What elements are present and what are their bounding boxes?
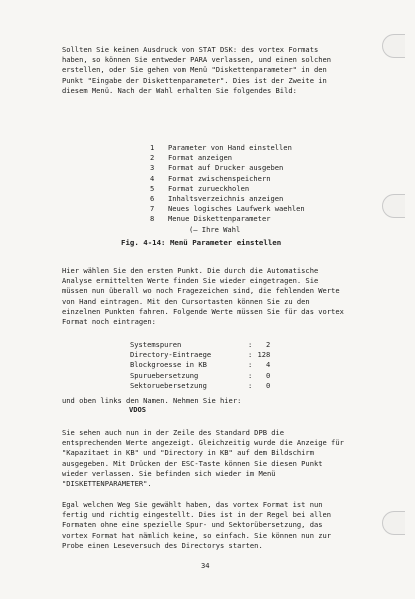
text-line: und oben links den Namen. Nehmen Sie hier: bbox=[62, 396, 242, 405]
text-line: wieder verlassen. Sie befinden sich wieder im Menü bbox=[62, 468, 276, 478]
text-line: Formaten ohne eine spezielle Spur- und Sektorübersetzung, das bbox=[62, 520, 323, 530]
value-label: Systemspuren bbox=[130, 340, 182, 349]
text-line: einzelnen Punkten fahren. Folgende Werte müssen Sie für das vortex bbox=[62, 306, 344, 316]
value-number: 4 bbox=[266, 360, 271, 370]
menu-item-number: 2 bbox=[150, 153, 155, 163]
menu-item-label: Neues logisches Laufwerk waehlen bbox=[168, 204, 305, 214]
result-paragraph bbox=[62, 428, 362, 489]
menu-item-label: Inhaltsverzeichnis anzeigen bbox=[168, 194, 284, 204]
text-line: haben, so können Sie entweder PARA verlassen, und einen solchen bbox=[62, 55, 332, 65]
menu-item bbox=[150, 163, 305, 173]
text-line: "DISKETTENPARAMETER". bbox=[62, 479, 152, 489]
menu-item-number: 1 bbox=[150, 143, 155, 152]
menu-item bbox=[150, 174, 305, 184]
parameter-menu bbox=[150, 143, 305, 225]
menu-item-label: Format auf Drucker ausgeben bbox=[168, 163, 284, 173]
figure-caption: Fig. 4-14: Menü Parameter einstellen bbox=[121, 238, 282, 247]
text-line: Egal welchen Weg Sie gewählt haben, das vortex Format ist nun bbox=[62, 500, 323, 509]
value-number: 128 bbox=[257, 350, 271, 360]
value-row bbox=[130, 381, 270, 391]
text-line: Probe einen Leseversuch des Directorys starten. bbox=[62, 540, 263, 550]
punch-hole bbox=[382, 511, 405, 535]
choice-prompt: (— Ihre Wahl bbox=[189, 225, 241, 234]
text-line: fertig und richtig eingestellt. Dies ist in der Regel bei allen bbox=[62, 510, 332, 520]
menu-item-label: Menue Diskettenparameter bbox=[168, 214, 271, 224]
value-number: 0 bbox=[266, 370, 271, 380]
value-row bbox=[130, 350, 270, 360]
value-label: Spuruebersetzung bbox=[130, 370, 199, 380]
menu-item-label: Format anzeigen bbox=[168, 153, 233, 163]
value-row bbox=[130, 360, 270, 370]
text-line: ausgegeben. Mit Drücken der ESC-Taste können Sie diesen Punkt bbox=[62, 458, 323, 468]
page-number: 34 bbox=[201, 561, 210, 570]
text-line: erstellen, oder Sie gehen vom Menü "Diskettenparameter" in den bbox=[62, 65, 327, 75]
value-row bbox=[130, 371, 270, 381]
menu-item-label: Format zurueckholen bbox=[168, 183, 250, 193]
values-table bbox=[130, 340, 270, 391]
value-label: Directory-Eintraege bbox=[130, 350, 212, 360]
name-value: VDOS bbox=[129, 405, 147, 414]
menu-item-number: 8 bbox=[150, 214, 155, 224]
text-line: Sollten Sie keinen Ausdruck von STAT DSK: des vortex Formats bbox=[62, 45, 319, 54]
value-number: 0 bbox=[266, 380, 271, 390]
text-line: diesem Menü. Nach der Wahl erhalten Sie folgendes Bild: bbox=[62, 85, 297, 95]
value-number: 2 bbox=[266, 340, 271, 349]
text-line: "Kapazitaet in KB" und "Directory in KB" auf dem Bildschirm bbox=[62, 448, 314, 458]
menu-item bbox=[150, 143, 305, 153]
text-line: Format noch eintragen: bbox=[62, 317, 156, 327]
text-line: Analyse ermittelten Werte finden Sie wieder eingetragen. Sie bbox=[62, 276, 319, 286]
value-label: Blockgroesse in KB bbox=[130, 360, 207, 370]
value-separator: : bbox=[248, 340, 253, 349]
text-line: entsprechenden Werte angezeigt. Gleichzeitig wurde die Anzeige für bbox=[62, 438, 344, 448]
instructions-paragraph bbox=[62, 266, 362, 327]
value-separator: : bbox=[248, 380, 253, 390]
menu-item-label: Format zwischenspeichern bbox=[168, 173, 271, 183]
menu-item-number: 4 bbox=[150, 173, 155, 183]
value-separator: : bbox=[248, 370, 253, 380]
menu-item bbox=[150, 184, 305, 194]
menu-item-number: 5 bbox=[150, 183, 155, 193]
value-separator: : bbox=[248, 360, 253, 370]
menu-item bbox=[150, 153, 305, 163]
value-label: Sektoruebersetzung bbox=[130, 380, 207, 390]
text-line: Hier wählen Sie den ersten Punkt. Die durch die Automatische bbox=[62, 266, 319, 275]
value-row bbox=[130, 340, 270, 350]
intro-paragraph bbox=[62, 45, 362, 96]
text-line: Sie sehen auch nun in der Zeile des Standard DPB die bbox=[62, 428, 285, 437]
menu-item-number: 7 bbox=[150, 204, 155, 214]
text-line: vortex Format hat nämlich keine, so einfach. Sie können nun zur bbox=[62, 530, 332, 540]
punch-hole bbox=[382, 34, 405, 58]
value-separator: : bbox=[248, 350, 253, 360]
menu-item-number: 6 bbox=[150, 194, 155, 204]
text-line: Punkt "Eingabe der Diskettenparameter". Dies ist der Zweite in bbox=[62, 75, 327, 85]
name-paragraph bbox=[62, 396, 362, 406]
punch-hole bbox=[382, 194, 405, 218]
conclusion-paragraph bbox=[62, 500, 362, 551]
menu-item bbox=[150, 214, 305, 224]
menu-item bbox=[150, 204, 305, 214]
menu-item bbox=[150, 194, 305, 204]
menu-item-number: 3 bbox=[150, 163, 155, 173]
text-line: müssen nun überall wo noch Fragezeichen sind, die fehlenden Werte bbox=[62, 286, 340, 296]
text-line: von Hand eintragen. Mit den Cursortasten können Sie zu den bbox=[62, 296, 310, 306]
menu-item-label: Parameter von Hand einstellen bbox=[168, 143, 292, 152]
